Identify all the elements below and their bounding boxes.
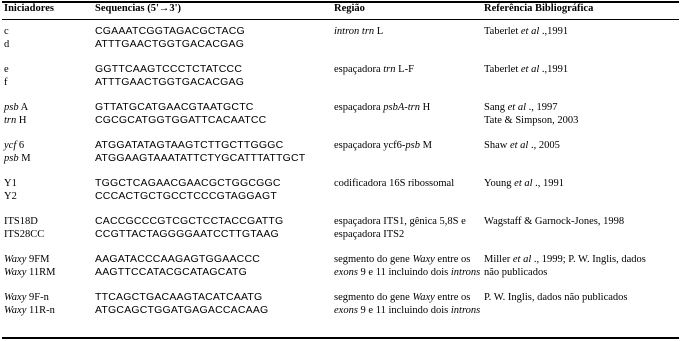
reference-text: Taberlet et al .,1991 bbox=[484, 26, 569, 37]
sequence-cell bbox=[95, 63, 244, 89]
sequence-text: TGGCTCAGAACGAACGCTGGCGGC bbox=[95, 177, 281, 189]
sequence-text: ATGCAGCTGGATGAGACCACAAG bbox=[95, 304, 269, 316]
region-cell bbox=[334, 63, 414, 76]
primer-cell bbox=[4, 177, 17, 203]
region-cell bbox=[334, 291, 480, 317]
header-sequences: Sequencias (5'→3') bbox=[95, 3, 182, 14]
reference-cell bbox=[484, 291, 628, 304]
sequence-text: ATGGAAGTAAATATTCTYGCATTTATTGCT bbox=[95, 152, 306, 164]
sequence-cell bbox=[95, 25, 245, 51]
reference-text: Wagstaff & Garnock-Jones, 1998 bbox=[484, 216, 625, 227]
primer-cell bbox=[4, 215, 44, 241]
sequence-text: CCGTTACTAGGGGAATCCTTGTAAG bbox=[95, 228, 279, 240]
reference-cell bbox=[484, 215, 624, 228]
sequence-text: CGCGCATGGTGGATTCACAATCC bbox=[95, 114, 267, 126]
reference-cell bbox=[484, 253, 646, 279]
primer-name: c bbox=[4, 26, 9, 37]
primer-name: ITS28CC bbox=[4, 229, 45, 240]
region-cell bbox=[334, 253, 480, 279]
region-text: intron trn L bbox=[334, 26, 384, 37]
region-text: espaçadora ITS1, gênica 5,8S e bbox=[334, 216, 466, 227]
region-text: espaçadora psbA-trn H bbox=[334, 102, 431, 113]
sequence-text: CACCGCCCGTCGCTCCTACCGATTG bbox=[95, 215, 284, 227]
sequence-text: GGTTCAAGTCCCTCTATCCC bbox=[95, 63, 243, 75]
region-text: exons 9 e 11 incluindo dois introns bbox=[334, 305, 481, 316]
reference-text: não publicados bbox=[484, 267, 548, 278]
sequence-text: ATTTGAACTGGTGACACGAG bbox=[95, 76, 245, 88]
primer-name: e bbox=[4, 64, 9, 75]
reference-cell bbox=[484, 63, 568, 76]
region-cell bbox=[334, 139, 432, 152]
sequence-cell bbox=[95, 215, 283, 241]
region-text: segmento do gene Waxy entre os bbox=[334, 292, 471, 303]
header-primers: Iniciadores bbox=[4, 3, 54, 14]
region-text: espaçadora ycf6-psb M bbox=[334, 140, 432, 151]
header-reference: Referência Bibliográfica bbox=[484, 3, 594, 14]
region-text: espaçadora ITS2 bbox=[334, 229, 405, 240]
primer-name: Waxy 11RM bbox=[4, 267, 56, 278]
sequence-cell bbox=[95, 291, 268, 317]
primer-name: Y1 bbox=[4, 178, 17, 189]
primer-cell bbox=[4, 291, 55, 317]
primer-name: Y2 bbox=[4, 191, 17, 202]
primer-name: d bbox=[4, 39, 10, 50]
region-cell bbox=[334, 215, 466, 241]
header-rule bbox=[2, 19, 679, 20]
sequence-text: ATTTGAACTGGTGACACGAG bbox=[95, 38, 245, 50]
reference-text: Sang et al ., 1997 bbox=[484, 102, 558, 113]
primer-cell bbox=[4, 63, 9, 89]
sequence-text: GTTATGCATGAACGTAATGCTC bbox=[95, 101, 254, 113]
region-text: segmento do gene Waxy entre os bbox=[334, 254, 471, 265]
region-cell bbox=[334, 101, 430, 114]
region-text: codificadora 16S ribossomal bbox=[334, 178, 455, 189]
sequence-text: AAGTTCCATACGCATAGCATG bbox=[95, 266, 247, 278]
primer-name: trn H bbox=[4, 115, 27, 126]
sequence-text: TTCAGCTGACAAGTACATCAATG bbox=[95, 291, 263, 303]
reference-cell bbox=[484, 177, 564, 190]
primer-name: ITS18D bbox=[4, 216, 38, 227]
reference-cell bbox=[484, 101, 578, 127]
sequence-cell bbox=[95, 101, 266, 127]
primer-name: Waxy 9F-n bbox=[4, 292, 49, 303]
primer-name: Waxy 9FM bbox=[4, 254, 50, 265]
sequence-text: CGAAATCGGTAGACGCTACG bbox=[95, 25, 245, 37]
sequence-text: ATGGATATAGTAAGTCTTGCTTGGGC bbox=[95, 139, 284, 151]
reference-text: Miller et al ., 1999; P. W. Inglis, dados bbox=[484, 254, 646, 265]
header-region: Região bbox=[334, 3, 365, 14]
primer-name: psb M bbox=[4, 153, 31, 164]
primer-cell bbox=[4, 25, 9, 51]
primer-cell bbox=[4, 253, 55, 279]
sequence-cell bbox=[95, 177, 281, 203]
reference-text: Shaw et al ., 2005 bbox=[484, 140, 560, 151]
reference-text: Taberlet et al .,1991 bbox=[484, 64, 569, 75]
reference-text: P. W. Inglis, dados não publicados bbox=[484, 292, 628, 303]
reference-cell bbox=[484, 139, 560, 152]
region-cell bbox=[334, 25, 383, 38]
region-text: exons 9 e 11 incluindo dois introns bbox=[334, 267, 481, 278]
table-bottom-rule bbox=[2, 337, 679, 339]
primer-cell bbox=[4, 101, 28, 127]
sequence-cell bbox=[95, 253, 260, 279]
sequence-text: CCCACTGCTGCCTCCCGTAGGAGT bbox=[95, 190, 277, 202]
primer-name: psb A bbox=[4, 102, 29, 113]
primer-name: f bbox=[4, 77, 8, 88]
sequence-text: AAGATACCCAAGAGTGGAACCC bbox=[95, 253, 261, 265]
region-cell bbox=[334, 177, 454, 190]
primer-name: Waxy 11R-n bbox=[4, 305, 55, 316]
sequence-cell bbox=[95, 139, 305, 165]
reference-cell bbox=[484, 25, 568, 38]
reference-text: Young et al ., 1991 bbox=[484, 178, 565, 189]
primer-name: ycf 6 bbox=[4, 140, 25, 151]
region-text: espaçadora trn L-F bbox=[334, 64, 414, 75]
reference-text: Tate & Simpson, 2003 bbox=[484, 115, 579, 126]
primer-cell bbox=[4, 139, 31, 165]
